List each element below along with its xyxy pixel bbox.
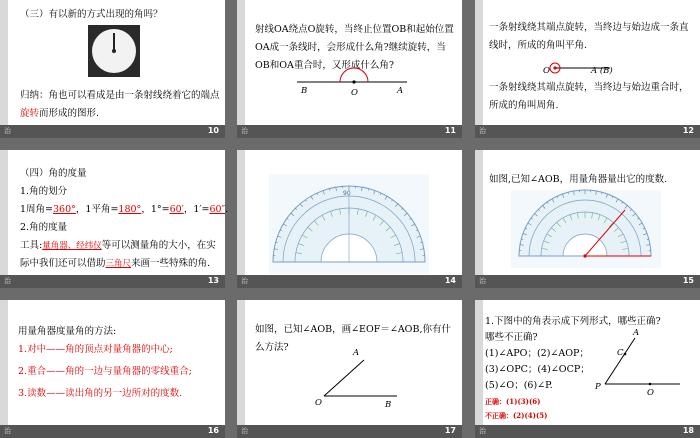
label-c: C xyxy=(617,348,624,358)
answer-incorrect: 不正确：(2)(4)(5) xyxy=(485,411,548,420)
footer-glyph: 治 xyxy=(4,127,11,135)
section-heading: （四）角的度量 xyxy=(20,168,87,179)
clock-center xyxy=(112,49,116,53)
step-2: 2.重合——角的一边与量角器的零线重合; xyxy=(18,366,192,377)
slide-thumb-12[interactable] xyxy=(475,0,700,138)
step-1: 1.对中——角的顶点对量角器的中心; xyxy=(18,344,173,355)
footer-glyph: 治 xyxy=(479,127,486,135)
label-p: P xyxy=(595,382,601,392)
slide-thumb-13[interactable] xyxy=(0,150,229,288)
slide-number: 14 xyxy=(444,276,456,285)
slide-number: 16 xyxy=(207,426,219,435)
slide-footer xyxy=(237,125,462,138)
label-o: O xyxy=(315,398,322,408)
text-line-3: 一条射线绕其端点旋转，当终边与始边重合时， xyxy=(489,82,689,93)
slide-thumb-16[interactable] xyxy=(0,300,225,438)
slide-footer xyxy=(237,425,462,438)
slide-footer xyxy=(475,125,700,138)
unit-text: 1周角= xyxy=(20,204,54,215)
answer-180: 180° xyxy=(118,204,142,215)
vertex-dot xyxy=(583,254,586,257)
answer-360: 360° xyxy=(53,204,76,215)
slide-heading: （三）有以新的方式出现的角吗？ xyxy=(20,9,163,20)
text-line-2: OA成一条线时，会形成什么角?继续旋转，当 xyxy=(255,42,446,53)
answer-triangle-ruler: 三角尺 xyxy=(105,259,132,269)
text-line-1: 一条射线绕其端点旋转，当终边与始边成一条直 xyxy=(489,22,689,33)
angle-p-diagram xyxy=(475,300,700,438)
practice-text: 际中我们还可以借助 xyxy=(20,258,106,269)
text-line-2: 线时，所成的角叫平角. xyxy=(489,40,588,51)
option-line-2: (3)∠OPC；(4)∠OCP； xyxy=(485,364,590,375)
unit-text: ，1平角= xyxy=(75,204,119,215)
tool-line xyxy=(20,238,216,254)
slide-footer xyxy=(475,275,700,288)
tool-text: 等可以测量角的大小，在实 xyxy=(101,240,216,251)
rotation-arc xyxy=(340,68,368,82)
slide-side-strip xyxy=(0,0,8,138)
slide-footer xyxy=(0,275,225,288)
label-b: B xyxy=(301,86,308,96)
text-line-3: OB和OA重合时，又形成什么角? xyxy=(255,60,395,71)
label-o: O xyxy=(647,388,654,398)
label-a: A xyxy=(353,348,360,358)
method-title: 用量角器度量角的方法: xyxy=(18,326,117,337)
footer-glyph: 治 xyxy=(479,427,486,435)
text-line-1: 射线OA绕点O旋转，当终止位置OB和起始位置 xyxy=(255,24,454,35)
straight-angle-diagram xyxy=(237,0,462,138)
clock-image xyxy=(88,25,140,77)
label-o: O xyxy=(543,66,550,76)
slide-number: 15 xyxy=(682,276,694,285)
question-line-1: 1.下图中的角表示成下列形式，哪些正确? xyxy=(485,316,661,327)
label-o: O xyxy=(351,88,358,98)
unit-line xyxy=(20,202,228,218)
question-line-2: 哪些不正确? xyxy=(485,332,538,343)
protractor-with-angle xyxy=(475,150,700,288)
slide-thumb-17[interactable] xyxy=(237,300,462,438)
footer-glyph: 治 xyxy=(4,427,11,435)
summary-line-2-rest: 而形成的图形. xyxy=(39,108,100,119)
slide-number: 17 xyxy=(444,426,456,435)
summary-line-2 xyxy=(20,106,99,122)
sub-heading-2: 2.角的度量 xyxy=(20,222,68,233)
slide-thumb-11[interactable] xyxy=(237,0,462,138)
tool-text: 工具: xyxy=(20,240,43,251)
text-line-1: 如图，已知∠AOB，画∠EOF＝∠AOB,你有什 xyxy=(255,324,451,335)
answer-60-seconds: 60″ xyxy=(209,204,226,215)
label-a: A xyxy=(633,328,640,338)
slide-side-strip xyxy=(0,300,8,438)
unit-text: . xyxy=(225,204,229,215)
footer-glyph: 治 xyxy=(479,277,486,285)
label-a: A xyxy=(397,86,404,96)
protractor-top-label: 90 xyxy=(343,190,351,197)
sub-heading-1: 1.角的划分 xyxy=(20,186,68,197)
vertex-dot xyxy=(553,66,556,69)
vertex-dot xyxy=(352,80,355,83)
option-line-1: (1)∠APO；(2)∠AOP； xyxy=(485,348,589,359)
text-line-1: 如图,已知∠AOB，用量角器量出它的度数. xyxy=(489,174,668,185)
angle-aob-diagram xyxy=(237,300,462,438)
slide-footer xyxy=(0,125,225,138)
footer-glyph: 治 xyxy=(241,427,248,435)
slide-thumb-18[interactable] xyxy=(475,300,700,438)
slide-footer xyxy=(0,425,225,438)
slide-thumb-15[interactable] xyxy=(475,150,700,288)
slide-number: 13 xyxy=(207,276,219,285)
answer-correct: 正确：(1)(3)(6) xyxy=(485,397,541,406)
step-3: 3.读数——读出角的另一边所对的度数. xyxy=(18,388,183,399)
answer-60-minutes: 60′ xyxy=(169,204,184,215)
text-line-4: 所成的角叫周角. xyxy=(489,100,559,111)
practice-text: 来画一些特殊的角. xyxy=(131,258,211,269)
slide-thumb-10[interactable] xyxy=(0,0,225,138)
slide-number: 10 xyxy=(207,126,219,135)
slide-side-strip xyxy=(0,150,8,288)
practice-line xyxy=(20,256,210,272)
slide-thumb-14[interactable] xyxy=(237,150,462,288)
label-a-b: A (B) xyxy=(591,66,613,76)
slide-footer xyxy=(475,425,700,438)
unit-text: ，1′= xyxy=(183,204,210,215)
answer-tools: 量角器、经纬仪 xyxy=(42,241,102,251)
footer-glyph: 治 xyxy=(241,127,248,135)
protractor-image xyxy=(237,150,462,288)
summary-line-1: 归纳：角也可以看成是由一条射线绕着它的端点 xyxy=(20,90,220,101)
footer-glyph: 治 xyxy=(241,277,248,285)
keyword-rotation: 旋转 xyxy=(20,108,40,119)
full-angle-diagram xyxy=(475,0,700,138)
unit-text: ，1°= xyxy=(141,204,170,215)
slide-number: 11 xyxy=(444,126,456,135)
text-line-2: 么方法? xyxy=(255,342,289,353)
label-b: B xyxy=(385,400,392,410)
option-line-3: (5)∠O；(6)∠P. xyxy=(485,380,553,391)
slide-number: 12 xyxy=(682,126,694,135)
slide-number: 18 xyxy=(682,426,694,435)
slide-footer xyxy=(237,275,462,288)
footer-glyph: 治 xyxy=(4,277,11,285)
